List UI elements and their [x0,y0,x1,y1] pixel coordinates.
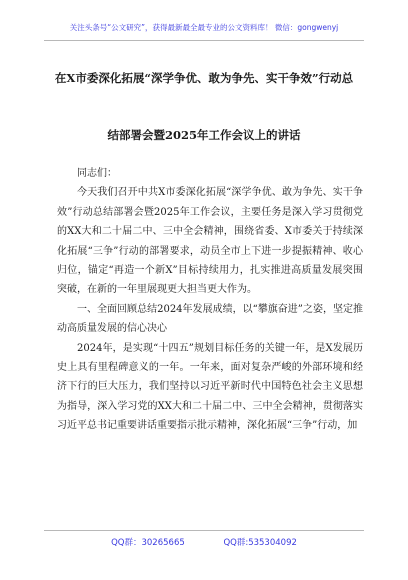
paragraph-2024-review: 2024年，是实现“十四五”规划目标任务的关键一年，是X发展历史上具有里程碑意义的一年。一年来，面对复杂严峻的外部环境和经济下行的巨大压力，我们坚持以习近平新时代中国特色社会主义思想为指导，深入学习党的XX大和二十届二中、三中全会精神，贯彻落实习近平总书记重要讲话重要指示批示精神，深化拓展“三争”行动，加 [57,342,363,432]
footer [0,536,408,548]
header-note: 关注头条号“公文研究”，获得最新最全最专业的公文资料库！ 微信：gongwenyj [69,23,339,32]
footer-qq-group-1: QQ群：30265665 [111,538,185,548]
salutation: 同志们： [77,168,117,179]
footer-qq-group-2: QQ群:535304092 [223,538,297,548]
paragraph-intro: 今天我们召开中共X市委深化拓展“深学争优、敢为争先、实干争效”行动总结部署会暨2025年工作会议，主要任务是深入学习贯彻党的XX大和二十届二中、三中全会精神，围绕省委、X市委关于持续深化拓展“三争”行动的部署要求，动员全市上下进一步提振精神、收心归位，锚定“再造一个新X”目标持续用力，扎实推进高质量发展突围突破，在新的一年里展现更大担当更大作为。 [57,187,363,296]
section-heading-1: 一、全面回顾总结2024年发展成绩，以“攀旗奋进”之姿，坚定推动高质量发展的信心决心 [57,303,363,335]
document-body [57,164,363,436]
header-divider [44,40,364,41]
document-title-line-2: 结部署会暨2025年工作会议上的讲话 [107,128,301,142]
footer-divider [44,530,364,531]
document-title-line-1: 在X市委深化拓展“深学争优、敢为争先、实干争效”行动总 [54,71,354,85]
